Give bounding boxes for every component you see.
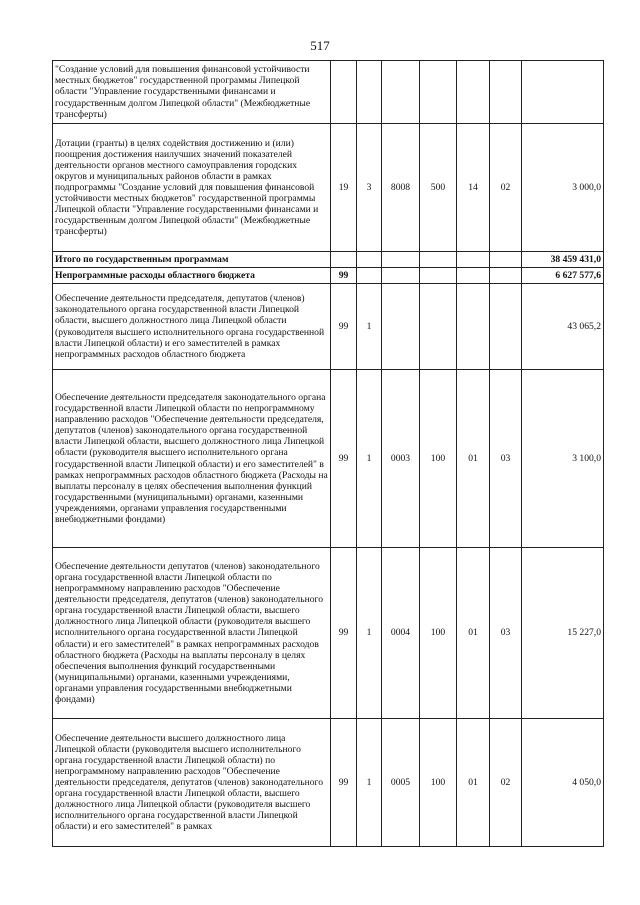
cell-code-5: 14 <box>457 124 490 252</box>
cell-code-4: 100 <box>420 719 457 847</box>
cell-code-5: 01 <box>457 370 490 548</box>
table-row <box>53 548 604 719</box>
cell-code-6 <box>490 268 522 284</box>
cell-code-5 <box>457 252 490 268</box>
cell-code-3: 8008 <box>382 124 420 252</box>
row-description: Обеспечение деятельности депутатов (членов) законодательного органа государственной власти Липецкой области по непрограммному направлению расходов "Обеспечение деятельности председателя, депутатов (членов) законодательного органа государственной власти Липецкой области, высшего должностного лица Липецкой области (руководителя высшего исполнительного органа государственной власти Липецкой области) и его заместителей" в рамках непрограммных расходов областного бюджета (Расходы на выплаты персоналу в целях обеспечения выполнения функций государственными (муниципальными) органами, казенными учреждениями, органами управления государственными внебюджетными фондами) <box>53 548 331 719</box>
row-description: Дотации (гранты) в целях содействия достижению и (или) поощрения достижения наилучших значений показателей деятельности органов местного самоуправления городских округов и муниципальных районов области в рамках подпрограммы "Создание условий для повышения финансовой устойчивости местных бюджетов" государственной программы Липецкой области "Управление государственными финансами и государственным долгом Липецкой области" (Межбюджетные трансферты) <box>53 124 331 252</box>
table-row <box>53 124 604 252</box>
cell-amount: 3 100,0 <box>522 370 604 548</box>
cell-code-6 <box>490 61 522 124</box>
row-description: Обеспечение деятельности председателя, депутатов (членов) законодательного органа государственной власти Липецкой области, высшего должностного лица Липецкой области (руководителя высшего исполнительного органа государственной власти Липецкой области) и его заместителей в рамках непрограммных расходов областного бюджета <box>53 284 331 370</box>
cell-code-2: 1 <box>357 719 382 847</box>
cell-code-4 <box>420 284 457 370</box>
cell-code-3 <box>382 284 420 370</box>
cell-amount: 4 050,0 <box>522 719 604 847</box>
cell-code-6 <box>490 252 522 268</box>
cell-code-2 <box>357 252 382 268</box>
cell-code-3 <box>382 268 420 284</box>
cell-amount: 15 227,0 <box>522 548 604 719</box>
cell-code-3: 0005 <box>382 719 420 847</box>
cell-code-2: 3 <box>357 124 382 252</box>
cell-code-4 <box>420 61 457 124</box>
table-row <box>53 61 604 124</box>
cell-code-4 <box>420 252 457 268</box>
cell-code-6 <box>490 284 522 370</box>
cell-code-5 <box>457 61 490 124</box>
cell-amount: 38 459 431,0 <box>522 252 604 268</box>
cell-code-1: 99 <box>331 719 357 847</box>
cell-code-6: 02 <box>490 719 522 847</box>
cell-code-1: 99 <box>331 284 357 370</box>
cell-amount: 3 000,0 <box>522 124 604 252</box>
table-row <box>53 719 604 847</box>
row-description: Обеспечение деятельности высшего должностного лица Липецкой области (руководителя высшего исполнительного органа государственной власти Липецкой области) по непрограммному направлению расходов "Обеспечение деятельности председателя, депутатов (членов) законодательного органа государственной власти Липецкой области, высшего должностного лица Липецкой области (руководителя высшего исполнительного органа государственной власти Липецкой области) и его заместителей" в рамках <box>53 719 331 847</box>
cell-code-5: 01 <box>457 719 490 847</box>
cell-code-6: 03 <box>490 548 522 719</box>
cell-code-4 <box>420 268 457 284</box>
table-row <box>53 284 604 370</box>
table-row-total <box>53 252 604 268</box>
cell-code-2: 1 <box>357 548 382 719</box>
cell-code-6: 02 <box>490 124 522 252</box>
cell-code-2 <box>357 61 382 124</box>
cell-code-1: 99 <box>331 370 357 548</box>
cell-code-3 <box>382 61 420 124</box>
cell-code-3: 0004 <box>382 548 420 719</box>
table-row-total <box>53 268 604 284</box>
cell-code-2: 1 <box>357 284 382 370</box>
cell-code-2 <box>357 268 382 284</box>
row-description: Обеспечение деятельности председателя законодательного органа государственной власти Липецкой области по непрограммному направлению расходов "Обеспечение деятельности председателя, депутатов (членов) законодательного органа государственной власти Липецкой области, высшего должностного лица Липецкой области (руководителя высшего исполнительного органа государственной власти Липецкой области) и его заместителей" в рамках непрограммных расходов областного бюджета (Расходы на выплаты персоналу в целях обеспечения выполнения функций государственными (муниципальными) органами, казенными учреждениями, органами управления государственными внебюджетными фондами) <box>53 370 331 548</box>
cell-code-1: 99 <box>331 268 357 284</box>
cell-code-1 <box>331 61 357 124</box>
cell-code-1: 19 <box>331 124 357 252</box>
cell-code-5 <box>457 268 490 284</box>
page-number: 517 <box>310 38 330 53</box>
cell-code-4: 500 <box>420 124 457 252</box>
cell-amount <box>522 61 604 124</box>
cell-code-2: 1 <box>357 370 382 548</box>
row-description: "Создание условий для повышения финансовой устойчивости местных бюджетов" государственной программы Липецкой области "Управление государственными финансами и государственным долгом Липецкой области" (Межбюджетные трансферты) <box>53 61 331 124</box>
cell-code-1: 99 <box>331 548 357 719</box>
cell-code-5: 01 <box>457 548 490 719</box>
cell-code-4: 100 <box>420 548 457 719</box>
budget-table <box>52 60 604 847</box>
cell-amount: 6 627 577,6 <box>522 268 604 284</box>
table-row <box>53 370 604 548</box>
cell-code-5 <box>457 284 490 370</box>
row-description: Непрограммные расходы областного бюджета <box>53 268 331 284</box>
cell-code-4: 100 <box>420 370 457 548</box>
cell-code-6: 03 <box>490 370 522 548</box>
row-description: Итого по государственным программам <box>53 252 331 268</box>
cell-code-3 <box>382 252 420 268</box>
cell-code-1 <box>331 252 357 268</box>
cell-amount: 43 065,2 <box>522 284 604 370</box>
cell-code-3: 0003 <box>382 370 420 548</box>
